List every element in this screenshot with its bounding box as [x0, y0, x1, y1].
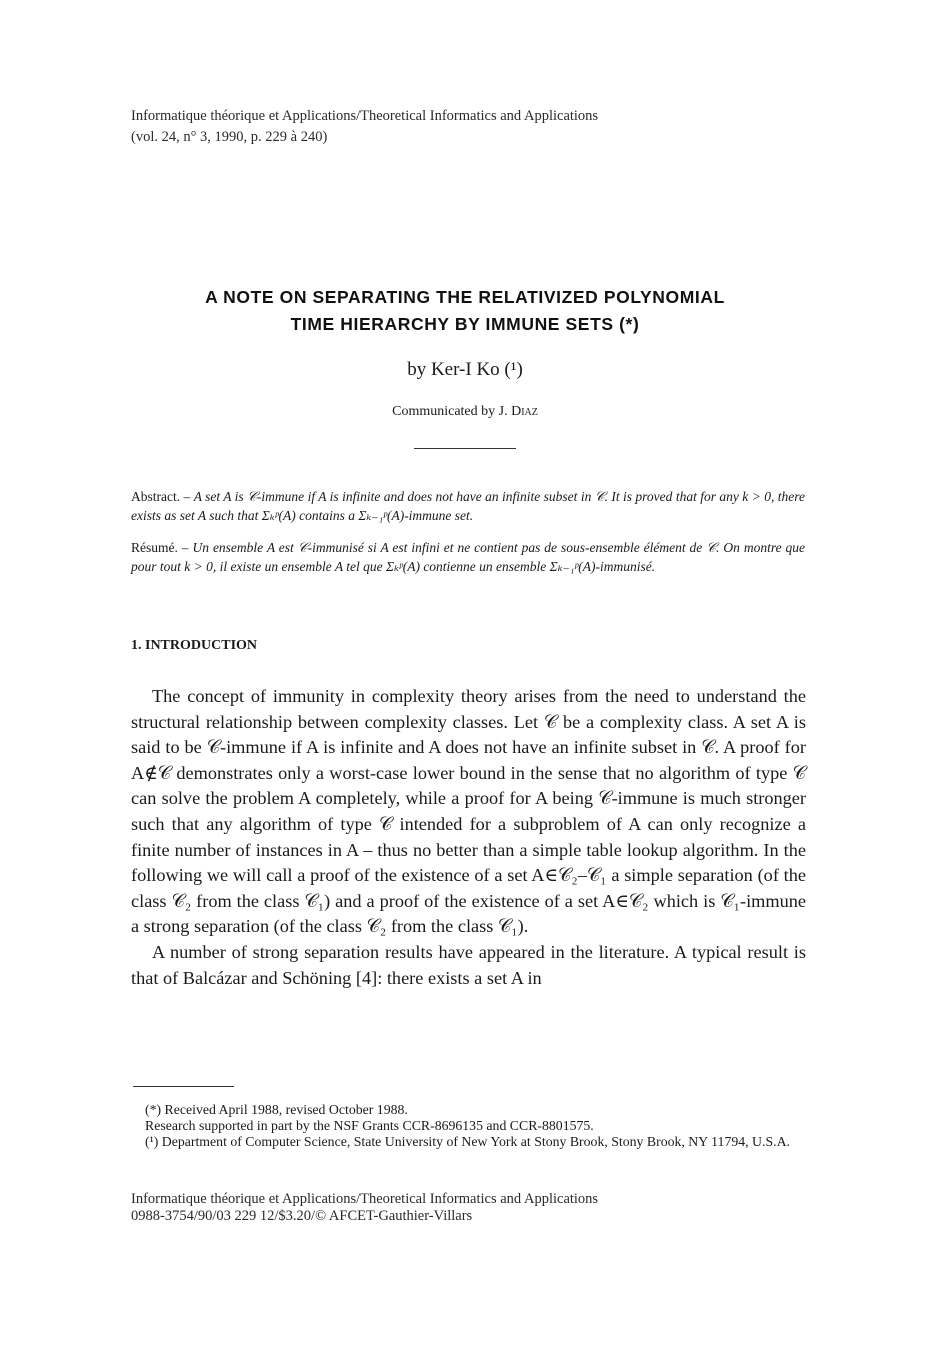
- footnote-divider: [133, 1086, 234, 1087]
- section-heading: 1. INTRODUCTION: [131, 638, 258, 653]
- footnote: Research supported in part by the NSF Grants CCR-8696135 and CCR-8801575.: [145, 1118, 594, 1133]
- paragraph: The concept of immunity in complexity theory arises from the need to understand the structural relationship between complexity classes. Let 𝒞 be a complexity class. A set A is said to be 𝒞-immune if A is infinite and A does not have an infinite subset in 𝒞. A proof for A∉𝒞 demonstrates only a worst-case lower bound in the sense that no algorithm of type 𝒞 can solve the problem A completely, while a proof for A being 𝒞-immune is much stronger such that any algorithm of type 𝒞 intended for a subproblem of A can only recognize a finite number of instances in A – thus no better than a simple table lookup algorithm. In the following we will call a proof of the existence of a set A∈𝒞₂–𝒞₁ a simple separation (of the class 𝒞₂ from the class 𝒞₁) and a proof of the existence of a set A∈𝒞₂ which is 𝒞₁-immune a strong separation (of the class 𝒞₂ from the class 𝒞₁).: [131, 686, 806, 937]
- communicated-name: Diaz: [511, 404, 538, 419]
- journal-header: [131, 106, 598, 148]
- author: by Ker-I Ko (¹): [407, 359, 523, 380]
- paragraph: A number of strong separation results have appeared in the literature. A typical result is that of Balcázar and Schöning [4]: there exists a set A in: [131, 941, 806, 988]
- footnote: (¹) Department of Computer Science, State University of New York at Stony Brook, Stony Brook, NY 11794, U.S.A.: [145, 1134, 790, 1149]
- abstract: [131, 488, 805, 525]
- paper-title: [0, 284, 930, 338]
- footer-journal: Informatique théorique et Applications/Theoretical Informatics and Applications: [131, 1191, 599, 1207]
- footnote: (*) Received April 1988, revised October 1988.: [145, 1102, 408, 1117]
- communicated-prefix: Communicated by J.: [392, 404, 512, 419]
- abstract-label: Abstract. –: [131, 489, 194, 504]
- page-footer: [131, 1191, 598, 1225]
- body-text: [131, 684, 806, 991]
- communicated-by: [0, 404, 930, 420]
- resume: [131, 539, 805, 576]
- resume-label: Résumé. –: [131, 540, 193, 555]
- journal-name: Informatique théorique et Applications/Theoretical Informatics and Applications: [131, 108, 599, 124]
- title-divider: [414, 448, 516, 449]
- journal-volume: (vol. 24, n° 3, 1990, p. 229 à 240): [131, 129, 328, 145]
- footer-issn: 0988-3754/90/03 229 12/$3.20/© AFCET-Gauthier-Villars: [131, 1208, 473, 1224]
- title-line-1: A NOTE ON SEPARATING THE RELATIVIZED POLYNOMIAL: [205, 287, 725, 307]
- abstract-text: A set A is 𝒞-immune if A is infinite and does not have an infinite subset in 𝒞. It is proved that for any k > 0, there exists as set A such that Σₖᵖ(A) contains a Σₖ₋₁ᵖ(A)-immune set.: [131, 489, 806, 523]
- resume-text: Un ensemble A est 𝒞-immunisé si A est infini et ne contient pas de sous-ensemble élément de 𝒞. On montre que pour tout k > 0, il existe un ensemble A tel que Σₖᵖ(A) contienne un ensemble Σₖ₋₁ᵖ(A)-immunisé.: [131, 540, 805, 574]
- title-line-2: TIME HIERARCHY BY IMMUNE SETS (*): [290, 314, 640, 334]
- footnotes: [131, 1102, 806, 1150]
